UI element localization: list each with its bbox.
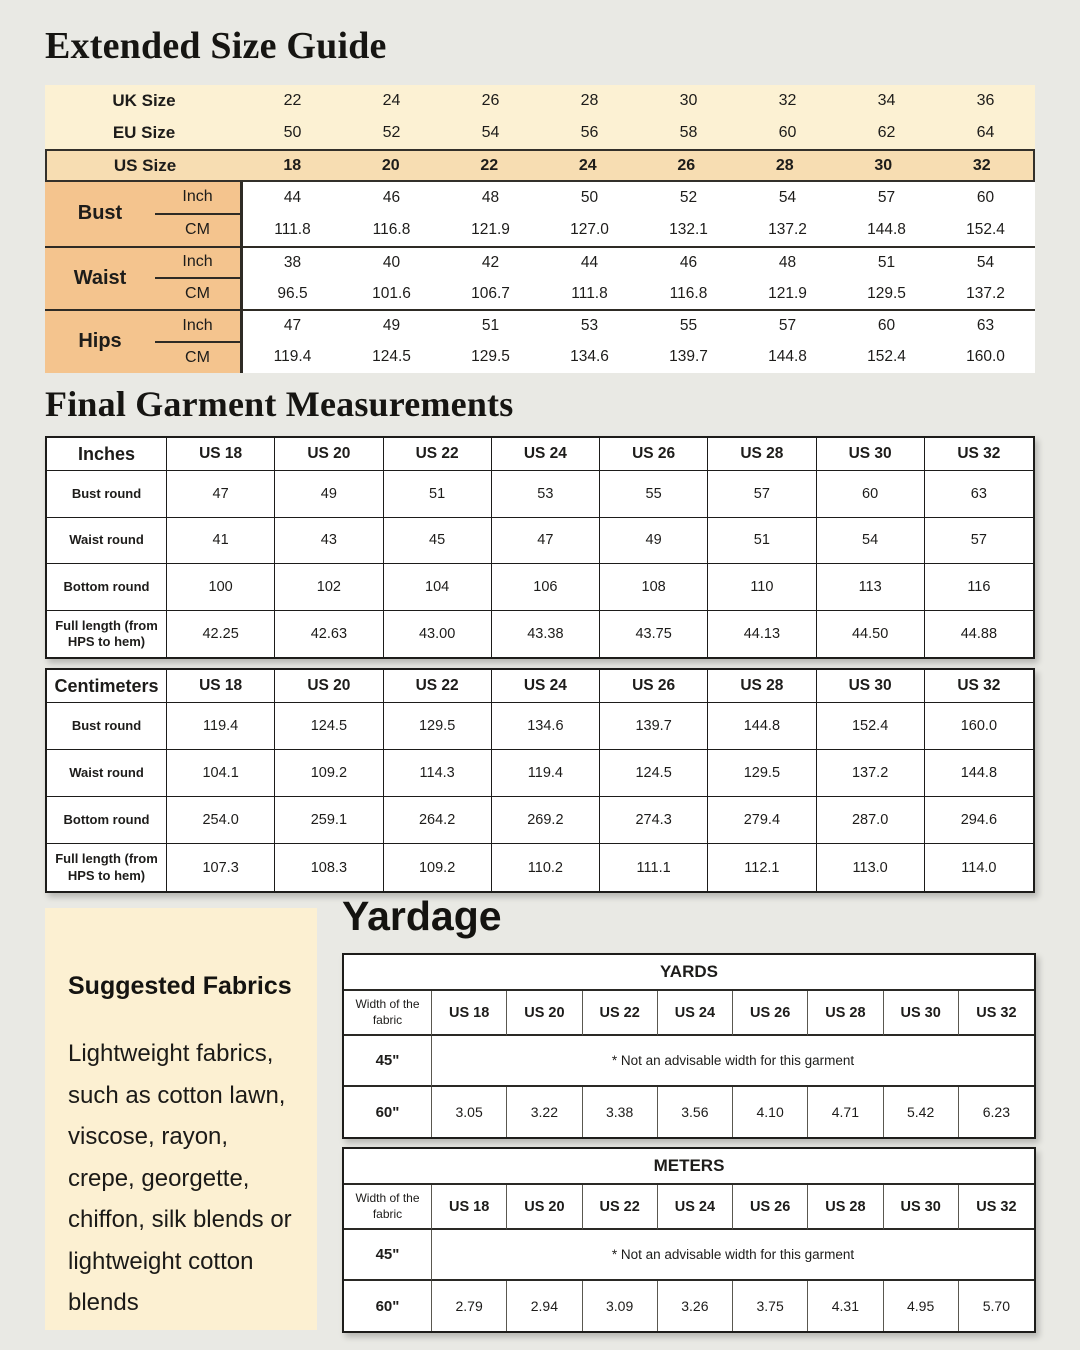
cm-value: 101.6 (372, 284, 411, 302)
size-value: 32 (778, 92, 797, 109)
inch-value: 52 (679, 188, 698, 206)
cell-value: 139.7 (600, 703, 708, 750)
yardage-value: 3.09 (583, 1281, 658, 1331)
cell-value: 44.13 (708, 611, 816, 658)
yardage-value: 4.10 (733, 1087, 808, 1137)
column-header: US 18 (167, 670, 275, 703)
inch-value: 53 (580, 317, 599, 335)
yardage-value: 5.42 (884, 1087, 959, 1137)
inch-value: 48 (778, 253, 797, 271)
column-header: US 30 (884, 991, 959, 1036)
cell-value: 104.1 (167, 750, 275, 797)
inch-value: 40 (382, 253, 401, 271)
waist-values (243, 248, 1035, 310)
inch-value: 60 (976, 188, 995, 206)
centimeters-measurements-table (45, 668, 1035, 893)
cell-value: 294.6 (925, 797, 1033, 844)
cm-value: 119.4 (273, 348, 312, 366)
size-value: 52 (382, 124, 401, 141)
cell-value: 44.50 (817, 611, 925, 658)
unit-column (155, 248, 243, 310)
size-value: 58 (679, 124, 698, 141)
inch-value: 46 (679, 253, 698, 271)
row-label: Bust round (47, 471, 167, 518)
cell-value: 47 (492, 518, 600, 565)
column-header: US 28 (708, 438, 816, 471)
yardage-value: 3.05 (432, 1087, 507, 1137)
inch-label: Inch (155, 311, 240, 343)
row-label: Full length (from HPS to hem) (47, 611, 167, 658)
cell-value: 108 (600, 564, 708, 611)
not-advisable-note: * Not an advisable width for this garment (432, 1230, 1034, 1281)
cell-value: 108.3 (275, 844, 383, 891)
size-value: 18 (283, 156, 302, 174)
row-label: Bottom round (47, 564, 167, 611)
cell-value: 49 (600, 518, 708, 565)
row-label: Waist round (47, 750, 167, 797)
size-value: 60 (778, 124, 797, 141)
cell-value: 119.4 (167, 703, 275, 750)
cm-value: 124.5 (372, 348, 411, 366)
row-label: Waist round (47, 518, 167, 565)
unit-column (155, 182, 243, 246)
inch-value: 63 (976, 317, 995, 335)
width-45-label: 45" (344, 1230, 432, 1281)
yardage-title: Yardage (342, 893, 502, 939)
inches-measurements-table (45, 436, 1035, 659)
cell-value: 49 (275, 471, 383, 518)
unit-header: Inches (47, 438, 167, 471)
column-header: US 24 (658, 991, 733, 1036)
column-header: US 32 (925, 438, 1033, 471)
fabrics-text-line: such as cotton lawn, (68, 1081, 286, 1109)
yardage-value: 3.26 (658, 1281, 733, 1331)
inch-value: 54 (976, 253, 995, 271)
cell-value: 43.38 (492, 611, 600, 658)
cell-value: 45 (384, 518, 492, 565)
size-value: 62 (877, 124, 896, 141)
column-header: US 30 (884, 1185, 959, 1230)
cell-value: 134.6 (492, 703, 600, 750)
column-header: US 26 (600, 670, 708, 703)
yardage-value: 4.71 (808, 1087, 883, 1137)
extended-size-guide-title: Extended Size Guide (45, 25, 387, 67)
cell-value: 47 (167, 471, 275, 518)
cell-value: 144.8 (708, 703, 816, 750)
cell-value: 42.63 (275, 611, 383, 658)
cell-value: 43.75 (600, 611, 708, 658)
unit-header: Centimeters (47, 670, 167, 703)
column-header: US 32 (925, 670, 1033, 703)
inch-value: 50 (580, 188, 599, 206)
width-60-label: 60" (344, 1281, 432, 1331)
yards-table (342, 953, 1036, 1139)
cell-value: 43.00 (384, 611, 492, 658)
cell-value: 113.0 (817, 844, 925, 891)
cell-value: 124.5 (275, 703, 383, 750)
inch-value: 38 (283, 253, 302, 271)
fabrics-text-line: blends (68, 1289, 139, 1316)
yardage-value: 4.95 (884, 1281, 959, 1331)
cm-value: 111.8 (571, 284, 608, 302)
size-value: 32 (972, 156, 991, 174)
cell-value: 124.5 (600, 750, 708, 797)
cm-value: 137.2 (768, 220, 807, 238)
cm-value: 152.4 (867, 348, 906, 366)
column-header: US 24 (492, 670, 600, 703)
size-value: 20 (381, 156, 400, 174)
inch-value: 44 (283, 188, 302, 206)
cm-value: 152.4 (966, 220, 1005, 238)
width-of-fabric-header: Width of the fabric (344, 991, 432, 1036)
size-value: 22 (480, 156, 499, 174)
row-label: US Size (113, 155, 177, 175)
size-value: 64 (976, 124, 995, 141)
inch-value: 57 (877, 188, 896, 206)
size-value: 54 (481, 124, 500, 141)
inch-label: Inch (155, 248, 240, 280)
column-header: US 28 (708, 670, 816, 703)
uk-size-row (45, 85, 1035, 117)
cell-value: 110.2 (492, 844, 600, 891)
cm-value: 134.6 (570, 348, 609, 366)
column-header: US 32 (959, 991, 1034, 1036)
inch-value: 46 (382, 188, 401, 206)
cm-value: 160.0 (966, 348, 1005, 366)
size-value: 24 (382, 92, 401, 109)
column-header: US 24 (658, 1185, 733, 1230)
eu-size-row (45, 117, 1035, 149)
column-header: US 18 (432, 991, 507, 1036)
yardage-value: 2.79 (432, 1281, 507, 1331)
column-header: US 32 (959, 1185, 1034, 1230)
cm-value: 129.5 (471, 348, 510, 366)
hips-measurement-group (45, 309, 1035, 373)
fabrics-text-line: crepe, georgette, (68, 1164, 250, 1192)
cell-value: 137.2 (817, 750, 925, 797)
row-label: Full length (from HPS to hem) (47, 844, 167, 891)
cell-value: 51 (708, 518, 816, 565)
column-header: US 20 (507, 1185, 582, 1230)
cell-value: 269.2 (492, 797, 600, 844)
cell-value: 274.3 (600, 797, 708, 844)
cell-value: 54 (817, 518, 925, 565)
measure-label: Bust (45, 182, 155, 246)
cell-value: 53 (492, 471, 600, 518)
size-value: 56 (580, 124, 599, 141)
yardage-value: 5.70 (982, 1298, 1010, 1314)
column-header: US 20 (507, 991, 582, 1036)
inch-value: 60 (877, 317, 896, 335)
cell-value: 160.0 (925, 703, 1033, 750)
yardage-value: 3.38 (583, 1087, 658, 1137)
suggested-fabrics-panel (45, 908, 317, 1330)
size-value: 34 (877, 92, 896, 109)
fabrics-text-line: Lightweight fabrics, (68, 1040, 274, 1067)
size-value: 26 (677, 156, 696, 174)
cm-label: CM (185, 221, 210, 239)
column-header: US 18 (167, 438, 275, 471)
unit-column (155, 311, 243, 373)
cell-value: 57 (925, 518, 1033, 565)
cell-value: 112.1 (708, 844, 816, 891)
measure-label: Waist (45, 248, 155, 310)
cell-value: 44.88 (960, 625, 998, 642)
cm-value: 129.5 (867, 284, 906, 302)
size-value: 28 (775, 156, 794, 174)
size-value: 30 (874, 156, 893, 174)
yardage-value: 3.22 (507, 1087, 582, 1137)
cell-value: 114.0 (961, 859, 997, 876)
column-header: US 26 (733, 991, 808, 1036)
cell-value: 60 (817, 471, 925, 518)
cm-value: 111.8 (274, 220, 311, 238)
suggested-fabrics-heading: Suggested Fabrics (68, 972, 292, 1000)
yardage-value: 6.23 (982, 1104, 1010, 1120)
cell-value: 104 (384, 564, 492, 611)
cm-value: 127.0 (570, 220, 609, 238)
cell-value: 279.4 (708, 797, 816, 844)
cell-value: 43 (275, 518, 383, 565)
fabrics-text-line: chiffon, silk blends or (68, 1206, 292, 1233)
cm-value: 116.8 (669, 284, 708, 302)
cm-value: 137.2 (966, 284, 1005, 302)
cell-value: 129.5 (384, 703, 492, 750)
row-label: UK Size (112, 91, 176, 110)
column-header: US 24 (492, 438, 600, 471)
inch-value: 55 (679, 317, 698, 335)
cell-value: 100 (167, 564, 275, 611)
cm-value: 96.5 (277, 284, 308, 302)
inch-value: 48 (481, 188, 500, 206)
cm-label: CM (185, 348, 210, 366)
column-header: US 28 (808, 1185, 883, 1230)
column-header: US 26 (733, 1185, 808, 1230)
yardage-value: 3.56 (658, 1087, 733, 1137)
inch-value: 49 (382, 317, 401, 335)
size-value: 24 (578, 156, 597, 174)
inch-value: 51 (877, 253, 896, 271)
inch-value: 51 (481, 317, 500, 335)
cell-value: 264.2 (384, 797, 492, 844)
row-label: Bottom round (47, 797, 167, 844)
column-header: US 20 (275, 670, 383, 703)
cell-value: 129.5 (708, 750, 816, 797)
cm-value: 106.7 (471, 284, 510, 302)
cell-value: 57 (708, 471, 816, 518)
inch-value: 44 (580, 253, 599, 271)
row-label: EU Size (112, 123, 176, 142)
column-header: US 22 (583, 991, 658, 1036)
cell-value: 55 (600, 471, 708, 518)
cm-value: 121.9 (471, 220, 510, 238)
width-of-fabric-header: Width of the fabric (344, 1185, 432, 1230)
cell-value: 109.2 (275, 750, 383, 797)
cm-value: 139.7 (669, 348, 708, 366)
inch-value: 47 (283, 317, 302, 335)
column-header: US 18 (432, 1185, 507, 1230)
cell-value: 113 (817, 564, 925, 611)
size-value: 26 (481, 92, 500, 109)
cell-value: 111.1 (600, 844, 708, 891)
column-header: US 30 (817, 438, 925, 471)
cm-value: 121.9 (768, 284, 807, 302)
inch-value: 42 (481, 253, 500, 271)
cell-value: 287.0 (817, 797, 925, 844)
yardage-value: 4.31 (808, 1281, 883, 1331)
yardage-value: 2.94 (507, 1281, 582, 1331)
bust-values (243, 182, 1035, 246)
cell-value: 114.3 (384, 750, 492, 797)
size-value: 28 (580, 92, 599, 109)
row-label: Bust round (47, 703, 167, 750)
cell-value: 119.4 (492, 750, 600, 797)
unit-header: YARDS (344, 955, 1034, 991)
size-value: 22 (283, 92, 302, 109)
cell-value: 106 (492, 564, 600, 611)
final-garment-title: Final Garment Measurements (45, 384, 514, 424)
cell-value: 254.0 (167, 797, 275, 844)
width-60-label: 60" (344, 1087, 432, 1137)
bust-measurement-group (45, 182, 1035, 246)
meters-table (342, 1147, 1036, 1333)
column-header: US 22 (384, 670, 492, 703)
column-header: US 26 (600, 438, 708, 471)
hips-values (243, 311, 1035, 373)
cell-value: 259.1 (275, 797, 383, 844)
us-size-row (45, 149, 1035, 182)
cell-value: 42.25 (167, 611, 275, 658)
inch-label: Inch (155, 182, 240, 215)
fabrics-text-line: lightweight cotton (68, 1247, 254, 1275)
cm-value: 116.8 (372, 220, 411, 238)
fabrics-text-line: viscose, rayon, (68, 1123, 229, 1150)
column-header: US 22 (583, 1185, 658, 1230)
column-header: US 22 (384, 438, 492, 471)
cm-value: 144.8 (768, 348, 807, 366)
cell-value: 109.2 (384, 844, 492, 891)
yardage-value: 3.75 (733, 1281, 808, 1331)
cm-value: 132.1 (669, 220, 708, 238)
waist-measurement-group (45, 246, 1035, 310)
column-header: US 30 (817, 670, 925, 703)
inch-value: 54 (778, 188, 797, 206)
cell-value: 63 (925, 471, 1033, 518)
cm-value: 144.8 (867, 220, 906, 238)
column-header: US 28 (808, 991, 883, 1036)
cell-value: 110 (708, 564, 816, 611)
unit-header: METERS (344, 1149, 1034, 1185)
cell-value: 41 (167, 518, 275, 565)
cm-label: CM (185, 285, 210, 303)
width-45-label: 45" (344, 1036, 432, 1087)
size-value: 50 (283, 124, 302, 141)
size-value: 36 (976, 92, 995, 109)
cell-value: 144.8 (925, 750, 1033, 797)
cell-value: 107.3 (167, 844, 275, 891)
cell-value: 102 (275, 564, 383, 611)
extended-size-guide-table (45, 85, 1035, 373)
cell-value: 51 (384, 471, 492, 518)
not-advisable-note: * Not an advisable width for this garment (432, 1036, 1034, 1087)
measure-label: Hips (45, 311, 155, 373)
column-header: US 20 (275, 438, 383, 471)
inch-value: 57 (778, 317, 797, 335)
size-value: 30 (679, 92, 698, 109)
cell-value: 152.4 (817, 703, 925, 750)
cell-value: 116 (925, 564, 1033, 611)
